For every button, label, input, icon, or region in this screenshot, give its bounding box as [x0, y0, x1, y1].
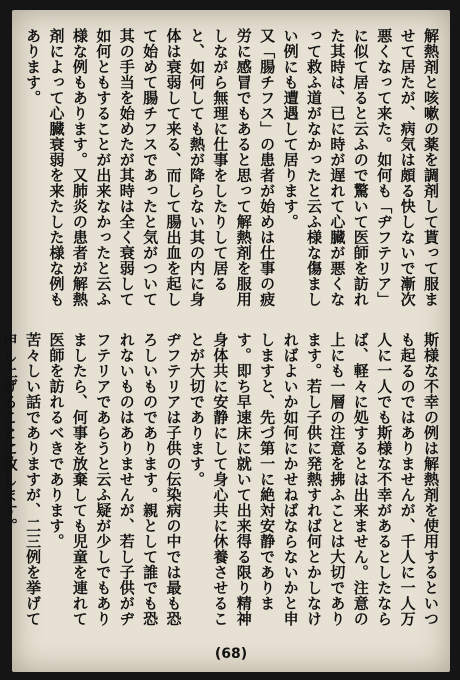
paragraph: 斯様な不幸の例は解熱剤を使用するといつも起るのではありませんが、千人に一人万人に一人でも斯様な不幸があるとしたならば、軽々に処するとは出来ません。注意の上にも一層の注意を拂ふことは大切であります。若し子供に発熱すれば何とかしなければよいか如何にかせねばならないかと申しますと、先づ第一に絶対安静であります。即ち早速床に就いて出来得る限り精神身体共に安静にして身心共に休養させることが大切であります。: [187, 332, 440, 627]
page-number: (68): [214, 646, 248, 662]
book-page: [0, 10, 450, 672]
paragraph: 解熱剤と咳嗽の薬を調剤して貰って服ませて居たが、病気は頗る快しないで漸次悪くなって来た。如何も「ヂフテリア」に似て居ると云ふので驚いて医師を訪れた其時は、已に時が遅れて心臓が悪くなって救ふ道がなかったと云ふ様な傷ましい例にも遭遇して居ります。: [281, 28, 440, 307]
paragraph: ヂフテリアは子供の伝染病の中では最も恐ろしいものであります。親として誰でも恐れないものはありませんが、若し子供がヂフテリアであらうと云ふ疑が少しでもありましたら、何事を放棄しても児童を連れて医師を訪れるべきであります。: [47, 332, 183, 627]
lower-text-block: [0, 332, 442, 638]
paragraph: 又「腸チフス」の患者が始めは仕事の疲労に感冒でもあると思って解熱剤を服用しながら無理に仕事をしたりして居ると、如何しても熱が降らない其の内に身体は衰弱して来る、而して腸出血を起して始めて腸チフスであったと気がついて其の手当を始めたが其時は全く衰弱して如何ともすることが出来なかったと云ふ様な例もあります。又肺炎の患者が解熱剤によって心臓衰弱を来たした様な例もあります。: [24, 28, 277, 307]
paragraph: 苦々しい話でありますが、二三例を挙げて申し上げることに致します。: [0, 332, 43, 627]
upper-text-block: [24, 28, 442, 318]
